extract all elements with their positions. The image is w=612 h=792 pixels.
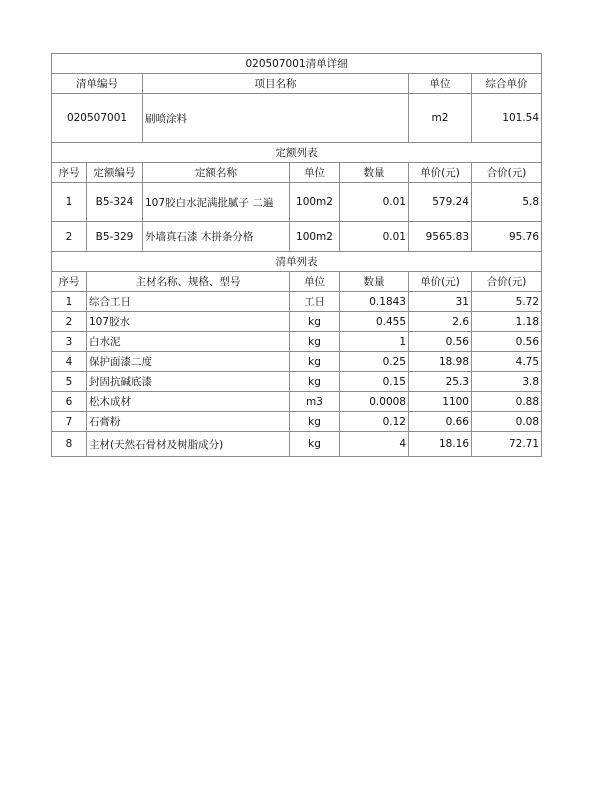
materials-row-qty: 1 [340,332,409,352]
materials-row-no: 7 [52,412,87,432]
materials-row-total: 72.71 [472,432,542,457]
materials-row-no: 3 [52,332,87,352]
item-unit: m2 [409,94,472,143]
materials-row-qty: 0.1843 [340,292,409,312]
materials-row-total: 0.56 [472,332,542,352]
quota-row-qty: 0.01 [340,222,409,252]
materials-row-unit: kg [290,372,340,392]
materials-section-title: 清单列表 [52,252,542,272]
materials-row-name: 主材(天然石骨材及树脂成分) [87,432,290,457]
materials-row-unit: m3 [290,392,340,412]
materials-row-name: 白水泥 [87,332,290,352]
quota-header-code: 定额编号 [87,163,143,183]
materials-row-total: 3.8 [472,372,542,392]
header-code: 清单编号 [52,74,143,94]
materials-row-qty: 0.0008 [340,392,409,412]
quota-header-total: 合价(元) [472,163,542,183]
materials-row-no: 8 [52,432,87,457]
materials-row-no: 1 [52,292,87,312]
quota-row-qty: 0.01 [340,183,409,222]
materials-row-name: 松木成材 [87,392,290,412]
header-name: 项目名称 [143,74,409,94]
materials-row [52,292,542,312]
quota-header-unit: 单位 [290,163,340,183]
quota-row [52,183,542,222]
materials-row [52,312,542,332]
materials-row-price: 25.3 [409,372,472,392]
materials-row-no: 4 [52,352,87,372]
materials-row-qty: 4 [340,432,409,457]
quota-header-no: 序号 [52,163,87,183]
materials-row-name: 石膏粉 [87,412,290,432]
header-price: 综合单价 [472,74,542,94]
quota-section-title: 定额列表 [52,143,542,163]
quota-row-name: 107胶白水泥满批腻子 二遍 [143,183,290,222]
materials-row-no: 2 [52,312,87,332]
materials-row-total: 5.72 [472,292,542,312]
quota-row-code: B5-324 [87,183,143,222]
materials-row-name: 保护面漆二度 [87,352,290,372]
materials-row-qty: 0.12 [340,412,409,432]
bill-detail-table [51,53,542,457]
materials-row-unit: 工日 [290,292,340,312]
materials-row-name: 封固抗碱底漆 [87,372,290,392]
materials-row-total: 0.88 [472,392,542,412]
materials-row-price: 31 [409,292,472,312]
item-price: 101.54 [472,94,542,143]
materials-row-no: 5 [52,372,87,392]
quota-row-total: 95.76 [472,222,542,252]
materials-row [52,332,542,352]
quota-header-qty: 数量 [340,163,409,183]
quota-row-price: 9565.83 [409,222,472,252]
materials-row-total: 1.18 [472,312,542,332]
materials-row-unit: kg [290,412,340,432]
quota-row-unit: 100m2 [290,222,340,252]
item-name: 刷喷涂料 [143,94,409,143]
materials-header-price: 单价(元) [409,272,472,292]
materials-row-name: 综合工日 [87,292,290,312]
quota-header-name: 定额名称 [143,163,290,183]
materials-row-price: 1100 [409,392,472,412]
materials-header-total: 合价(元) [472,272,542,292]
materials-row-price: 0.56 [409,332,472,352]
quota-row-total: 5.8 [472,183,542,222]
quota-row-price: 579.24 [409,183,472,222]
materials-row [52,352,542,372]
materials-row-price: 18.98 [409,352,472,372]
materials-row-name: 107胶水 [87,312,290,332]
materials-row-unit: kg [290,432,340,457]
materials-row [52,412,542,432]
materials-row-total: 0.08 [472,412,542,432]
materials-row-price: 0.66 [409,412,472,432]
materials-header-no: 序号 [52,272,87,292]
materials-row-qty: 0.15 [340,372,409,392]
materials-row-qty: 0.455 [340,312,409,332]
table-title: 020507001清单详细 [52,54,542,74]
materials-row-total: 4.75 [472,352,542,372]
quota-row-name: 外墙真石漆 木拼条分格 [143,222,290,252]
materials-row-unit: kg [290,352,340,372]
header-unit: 单位 [409,74,472,94]
materials-header-qty: 数量 [340,272,409,292]
materials-row-unit: kg [290,312,340,332]
materials-row-no: 6 [52,392,87,412]
quota-row-no: 2 [52,222,87,252]
materials-row [52,372,542,392]
quota-row-unit: 100m2 [290,183,340,222]
item-code: 020507001 [52,94,143,143]
materials-header-name: 主材名称、规格、型号 [87,272,290,292]
materials-row-qty: 0.25 [340,352,409,372]
quota-row-code: B5-329 [87,222,143,252]
materials-row-unit: kg [290,332,340,352]
materials-row-price: 18.16 [409,432,472,457]
materials-row [52,432,542,457]
quota-row-no: 1 [52,183,87,222]
materials-header-unit: 单位 [290,272,340,292]
quota-row [52,222,542,252]
materials-row-price: 2.6 [409,312,472,332]
materials-row [52,392,542,412]
quota-header-price: 单价(元) [409,163,472,183]
